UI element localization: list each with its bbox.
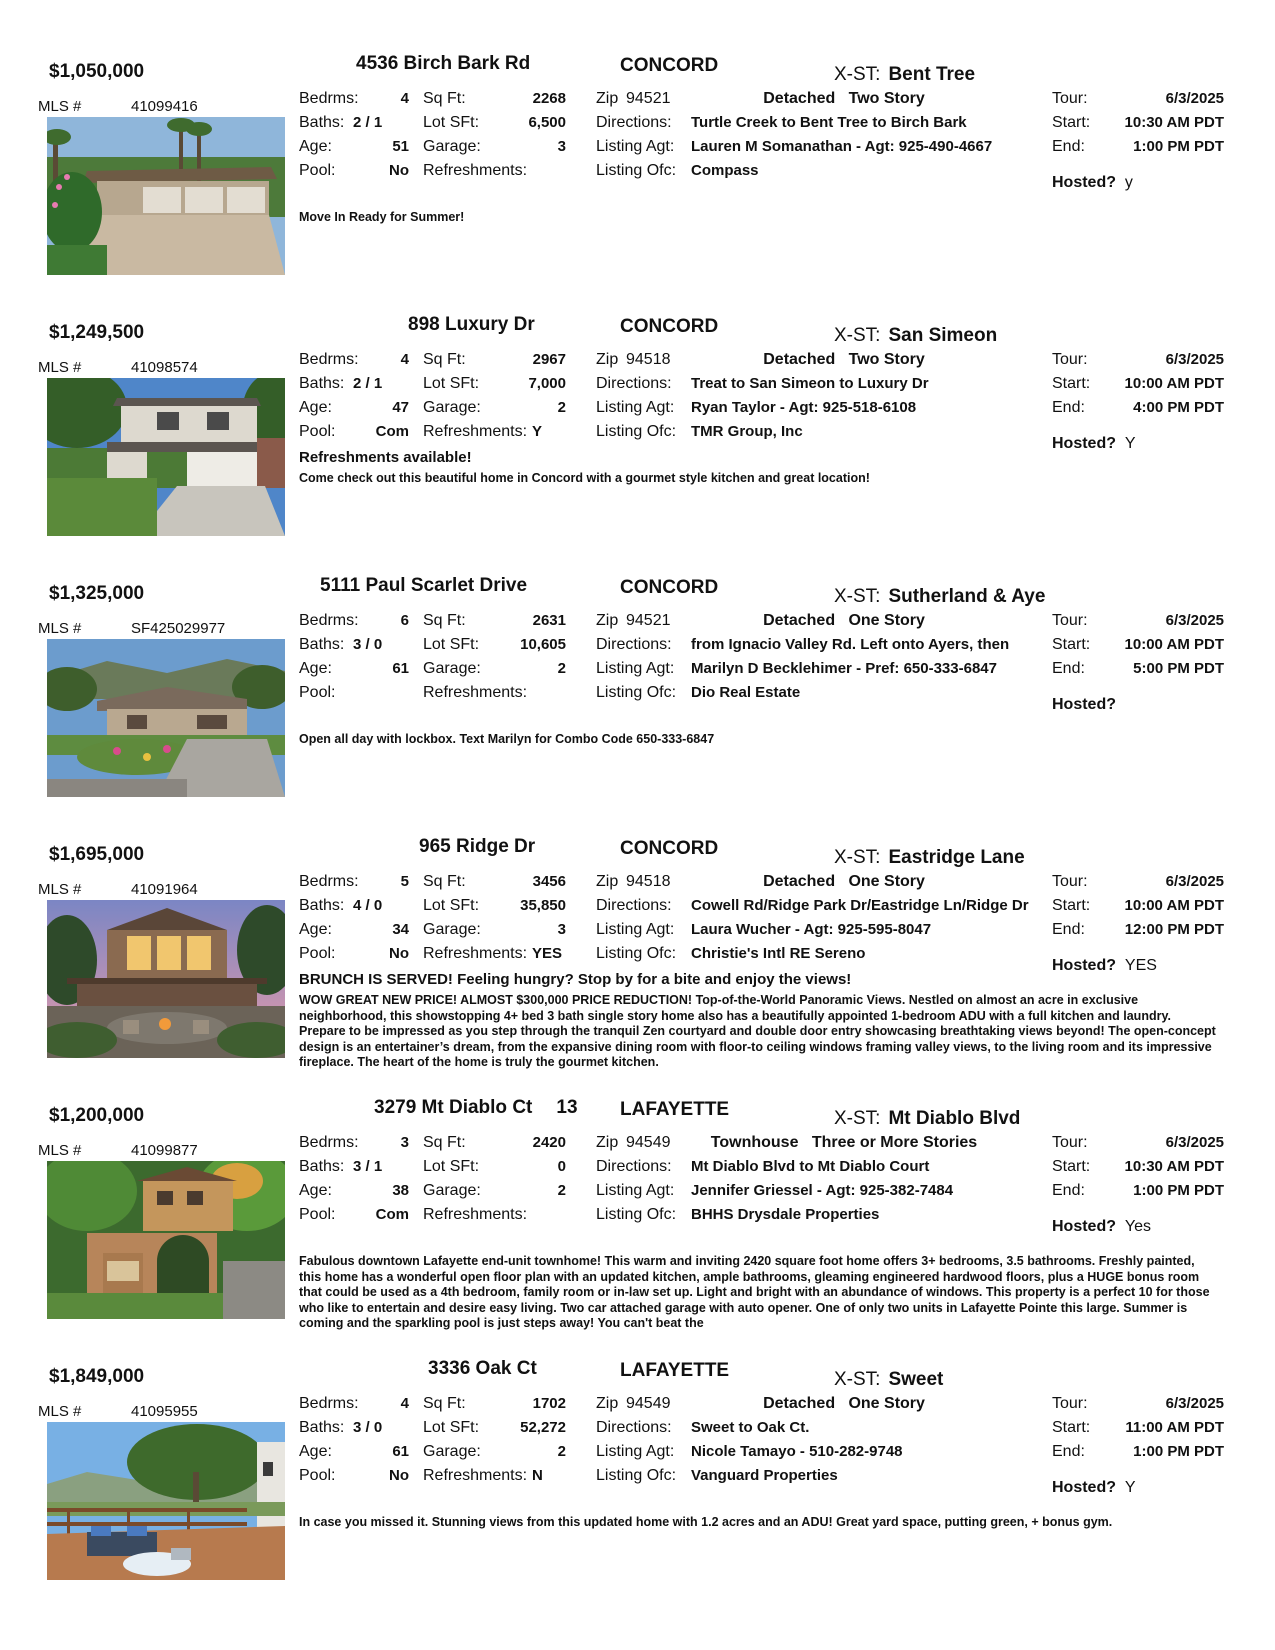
listing-agent-value: Marilyn D Becklehimer - Pref: 650-333-6847: [691, 660, 997, 677]
zip-label: Zip: [596, 1134, 619, 1151]
cross-street: [834, 326, 997, 345]
end-time: 5:00 PM PDT: [1133, 660, 1224, 677]
sqft-label: Sq Ft:: [423, 1134, 466, 1151]
bedrms-value: 5: [400, 873, 409, 890]
listing-agent-label: Listing Agt:: [596, 138, 675, 155]
property-type-value: Detached: [763, 1395, 836, 1412]
listing: [0, 44, 1275, 304]
xst-value: Sweet: [888, 1369, 944, 1390]
listing-address: 4536 Birch Bark Rd: [356, 53, 531, 74]
listing-address: 3336 Oak Ct: [428, 1358, 537, 1379]
refreshments-value: YES: [532, 945, 563, 962]
start-time: 10:30 AM PDT: [1124, 1158, 1224, 1175]
garage-value: 2: [557, 1182, 566, 1199]
start-label: Start:: [1052, 636, 1091, 653]
bedrms-label: Bedrms:: [299, 1134, 359, 1151]
zip-value: 94518: [626, 351, 671, 368]
cross-street: [834, 848, 1025, 867]
listing-description: WOW GREAT NEW PRICE! ALMOST $300,000 PRICE REDUCTION! Top-of-the-World Panoramic Views. Nestled on almost an acre in exclusive neighborhood, this showstopping 4+ bed 3 bath single story home also has a beautifully appointed 1-bedroom ADU with a full kitchen and laundry. Prepare to be impressed as you step through the tranquil Zen courtyard and double door entry showcasing breathtaking views beyond! The open-concept design is an entertainer’s dream, from the expansive dining room with floor-to ceiling windows framing valley views, to the living room and its impressive fireplace. The heart of the home is truly the gourmet kitchen.: [299, 993, 1216, 1070]
listing-office-label: Listing Ofc:: [596, 1467, 677, 1484]
zip-value: 94549: [626, 1134, 671, 1151]
listing-agent-label: Listing Agt:: [596, 660, 675, 677]
listing-city: LAFAYETTE: [620, 1360, 730, 1381]
pool-value: No: [389, 945, 409, 962]
garage-label: Garage:: [423, 138, 481, 155]
directions-label: Directions:: [596, 375, 672, 392]
bedrms-label: Bedrms:: [299, 90, 359, 107]
xst-label: X-ST:: [834, 847, 881, 868]
xst-value: San Simeon: [888, 325, 998, 346]
listing-price: $1,249,500: [49, 322, 145, 343]
zip-label: Zip: [596, 351, 619, 368]
xst-label: X-ST:: [834, 1369, 881, 1390]
hosted-value: y: [1124, 174, 1133, 191]
listing-address: 5111 Paul Scarlet Drive: [320, 575, 528, 596]
listing-city: CONCORD: [620, 316, 719, 337]
directions-value: from Ignacio Valley Rd. Left onto Ayers, then: [691, 636, 1010, 653]
hosted-label: Hosted?: [1052, 174, 1116, 191]
start-time: 10:00 AM PDT: [1124, 375, 1224, 392]
zip-label: Zip: [596, 90, 619, 107]
listing-agent-label: Listing Agt:: [596, 1182, 675, 1199]
refreshments-label: Refreshments:: [423, 945, 528, 962]
property-type-value: Detached: [763, 873, 836, 890]
property-type: [640, 874, 1048, 890]
listing-agent-label: Listing Agt:: [596, 1443, 675, 1460]
tour-date: 6/3/2025: [1165, 351, 1224, 368]
garage-label: Garage:: [423, 660, 481, 677]
tour-date: 6/3/2025: [1165, 873, 1224, 890]
listing-photo: [47, 117, 285, 275]
listing-description: Come check out this beautiful home in Concord with a gourmet style kitchen and great location!: [299, 471, 870, 485]
bedrms-label: Bedrms:: [299, 1395, 359, 1412]
bedrms-value: 4: [400, 90, 409, 107]
listing-agent-value: Laura Wucher - Agt: 925-595-8047: [691, 921, 932, 938]
bedrms-label: Bedrms:: [299, 351, 359, 368]
listing-price: $1,695,000: [49, 844, 145, 865]
listing-office-value: BHHS Drysdale Properties: [691, 1206, 880, 1223]
lotsft-value: 0: [557, 1158, 566, 1175]
bedrms-value: 4: [400, 1395, 409, 1412]
start-label: Start:: [1052, 375, 1091, 392]
hosted-value: Yes: [1124, 1218, 1151, 1235]
stories-value: Three or More Stories: [811, 1134, 978, 1151]
xst-value: Sutherland & Aye: [888, 586, 1046, 607]
lotsft-value: 35,850: [520, 897, 566, 914]
bedrms-label: Bedrms:: [299, 612, 359, 629]
zip-value: 94549: [626, 1395, 671, 1412]
directions-value: Cowell Rd/Ridge Park Dr/Eastridge Ln/Ridge Dr: [691, 897, 1029, 914]
tour-date: 6/3/2025: [1165, 1134, 1224, 1151]
end-label: End:: [1052, 660, 1085, 677]
refreshments-label: Refreshments:: [423, 1206, 528, 1223]
sqft-label: Sq Ft:: [423, 90, 466, 107]
sqft-value: 2268: [532, 90, 566, 107]
pool-label: Pool:: [299, 423, 336, 440]
age-label: Age:: [299, 660, 332, 677]
age-label: Age:: [299, 399, 332, 416]
listing-price: $1,050,000: [49, 61, 145, 82]
sqft-value: 3456: [532, 873, 566, 890]
xst-label: X-ST:: [834, 325, 881, 346]
listing-photo: [47, 639, 285, 797]
sqft-value: 2631: [532, 612, 566, 629]
tour-label: Tour:: [1052, 612, 1088, 629]
listing-agent-label: Listing Agt:: [596, 399, 675, 416]
directions-label: Directions:: [596, 114, 672, 131]
tour-label: Tour:: [1052, 1395, 1088, 1412]
sqft-value: 1702: [532, 1395, 566, 1412]
property-type: [640, 1135, 1048, 1151]
baths-label: Baths:: [299, 114, 345, 131]
zip-label: Zip: [596, 873, 619, 890]
tour-label: Tour:: [1052, 351, 1088, 368]
listing-city: CONCORD: [620, 55, 719, 76]
sqft-value: 2967: [532, 351, 566, 368]
lotsft-label: Lot SFt:: [423, 1158, 480, 1175]
refreshments-value: Y: [532, 423, 543, 440]
baths-value: 3 / 0: [353, 636, 383, 653]
age-value: 61: [392, 1443, 409, 1460]
xst-value: Bent Tree: [888, 64, 976, 85]
pool-value: No: [389, 162, 409, 179]
listing-description: Move In Ready for Summer!: [299, 210, 465, 224]
baths-label: Baths:: [299, 375, 345, 392]
listing-office-value: TMR Group, Inc: [691, 423, 803, 440]
tour-label: Tour:: [1052, 1134, 1088, 1151]
hosted-label: Hosted?: [1052, 1218, 1116, 1235]
listing-office-value: Compass: [691, 162, 759, 179]
baths-label: Baths:: [299, 1158, 345, 1175]
cross-street: [834, 1109, 1020, 1128]
mls-label: MLS #: [38, 881, 82, 898]
lotsft-value: 52,272: [520, 1419, 566, 1436]
garage-value: 3: [557, 921, 566, 938]
age-value: 61: [392, 660, 409, 677]
listing: [0, 1088, 1275, 1348]
age-value: 51: [392, 138, 409, 155]
garage-label: Garage:: [423, 399, 481, 416]
mls-number: 41095955: [131, 1403, 198, 1420]
lotsft-label: Lot SFt:: [423, 375, 480, 392]
hosted-label: Hosted?: [1052, 696, 1116, 713]
end-time: 12:00 PM PDT: [1124, 921, 1224, 938]
listing-address: 898 Luxury Dr: [408, 314, 535, 335]
mls-number: 41091964: [131, 881, 198, 898]
stories-value: One Story: [848, 1395, 925, 1412]
bedrms-value: 3: [400, 1134, 409, 1151]
pool-label: Pool:: [299, 1467, 336, 1484]
lotsft-value: 7,000: [528, 375, 566, 392]
hosted: [1052, 697, 1125, 713]
garage-value: 3: [557, 138, 566, 155]
listing-description: Fabulous downtown Lafayette end-unit townhome! This warm and inviting 2420 square foot home offers 3+ bedrooms, 3.5 bathrooms. Freshly painted, this home has a wonderful open floor plan with an updated kitchen, ample bathrooms, gleaming engineered hardwood floors, plus a HUGE bonus room that could be used as a 4th bedroom, family room or in-law set up. Light and bright with an abundance of windows. This property is a perfect 10 for those who like to entertain and desire easy living. Two car attached garage with auto opener. One of only two units in Lafayette Pointe this large. Summer is coming and the sparkling pool is just steps away! You can't beat the: [299, 1254, 1210, 1331]
stories-value: One Story: [848, 612, 925, 629]
lotsft-label: Lot SFt:: [423, 1419, 480, 1436]
baths-value: 3 / 1: [353, 1158, 383, 1175]
hosted: [1052, 436, 1136, 452]
sqft-label: Sq Ft:: [423, 612, 466, 629]
listing-agent-value: Lauren M Somanathan - Agt: 925-490-4667: [691, 138, 993, 155]
start-time: 10:30 AM PDT: [1124, 114, 1224, 131]
pool-label: Pool:: [299, 945, 336, 962]
directions-label: Directions:: [596, 1419, 672, 1436]
garage-value: 2: [557, 1443, 566, 1460]
age-value: 47: [392, 399, 409, 416]
age-label: Age:: [299, 921, 332, 938]
sqft-value: 2420: [532, 1134, 566, 1151]
listing-price: $1,325,000: [49, 583, 145, 604]
refreshments-note: BRUNCH IS SERVED! Feeling hungry? Stop by for a bite and enjoy the views!: [299, 971, 852, 988]
end-time: 1:00 PM PDT: [1133, 1443, 1224, 1460]
listing: [0, 1349, 1275, 1609]
tour-label: Tour:: [1052, 873, 1088, 890]
address-street: 3279 Mt Diablo Ct: [374, 1097, 533, 1118]
start-label: Start:: [1052, 1158, 1091, 1175]
age-label: Age:: [299, 1443, 332, 1460]
zip-value: 94518: [626, 873, 671, 890]
sqft-label: Sq Ft:: [423, 351, 466, 368]
lotsft-value: 10,605: [520, 636, 566, 653]
listing-price: $1,200,000: [49, 1105, 145, 1126]
start-label: Start:: [1052, 897, 1091, 914]
hosted: [1052, 175, 1133, 191]
tour-date: 6/3/2025: [1165, 1395, 1224, 1412]
baths-value: 2 / 1: [353, 375, 383, 392]
refreshments-note: Refreshments available!: [299, 449, 472, 466]
listing-photo: [47, 1422, 285, 1580]
pool-value: Com: [375, 423, 409, 440]
stories-value: Two Story: [848, 90, 925, 107]
hosted-value: YES: [1124, 957, 1157, 974]
age-label: Age:: [299, 138, 332, 155]
refreshments-label: Refreshments:: [423, 162, 528, 179]
property-type-value: Townhouse: [710, 1134, 799, 1151]
mls-number: 41099416: [131, 98, 198, 115]
listing-photo: [47, 1161, 285, 1319]
end-label: End:: [1052, 921, 1085, 938]
pool-label: Pool:: [299, 1206, 336, 1223]
bedrms-value: 6: [400, 612, 409, 629]
hosted-label: Hosted?: [1052, 957, 1116, 974]
listing-photo: [47, 378, 285, 536]
listing-office-label: Listing Ofc:: [596, 945, 677, 962]
zip-label: Zip: [596, 612, 619, 629]
hosted-value: Y: [1124, 1479, 1136, 1496]
tour-date: 6/3/2025: [1165, 612, 1224, 629]
baths-label: Baths:: [299, 636, 345, 653]
end-label: End:: [1052, 1443, 1085, 1460]
pool-label: Pool:: [299, 684, 336, 701]
end-label: End:: [1052, 399, 1085, 416]
lotsft-label: Lot SFt:: [423, 897, 480, 914]
listing-address: [374, 1098, 578, 1117]
pool-value: No: [389, 1467, 409, 1484]
hosted-value: Y: [1124, 435, 1136, 452]
end-time: 4:00 PM PDT: [1133, 399, 1224, 416]
baths-value: 3 / 0: [353, 1419, 383, 1436]
start-time: 11:00 AM PDT: [1125, 1419, 1224, 1436]
sqft-label: Sq Ft:: [423, 1395, 466, 1412]
xst-label: X-ST:: [834, 586, 881, 607]
mls-number: 41098574: [131, 359, 198, 376]
listing-city: CONCORD: [620, 577, 719, 598]
listing-city: LAFAYETTE: [620, 1099, 730, 1120]
directions-label: Directions:: [596, 897, 672, 914]
directions-value: Treat to San Simeon to Luxury Dr: [691, 375, 929, 392]
hosted-label: Hosted?: [1052, 1479, 1116, 1496]
lotsft-label: Lot SFt:: [423, 636, 480, 653]
property-type-value: Detached: [763, 90, 836, 107]
mls-label: MLS #: [38, 359, 82, 376]
start-label: Start:: [1052, 114, 1091, 131]
property-type: [640, 91, 1048, 107]
cross-street: [834, 1370, 943, 1389]
property-type: [640, 613, 1048, 629]
pool-label: Pool:: [299, 162, 336, 179]
listing-office-value: Vanguard Properties: [691, 1467, 838, 1484]
tour-label: Tour:: [1052, 90, 1088, 107]
sqft-label: Sq Ft:: [423, 873, 466, 890]
baths-label: Baths:: [299, 1419, 345, 1436]
start-time: 10:00 AM PDT: [1124, 897, 1224, 914]
stories-value: One Story: [848, 873, 925, 890]
listing-office-label: Listing Ofc:: [596, 423, 677, 440]
refreshments-label: Refreshments:: [423, 684, 528, 701]
age-value: 38: [392, 1182, 409, 1199]
listing-office-value: Dio Real Estate: [691, 684, 801, 701]
cross-street: [834, 587, 1045, 606]
listing-photo: [47, 900, 285, 1058]
listing-office-label: Listing Ofc:: [596, 162, 677, 179]
bedrms-value: 4: [400, 351, 409, 368]
start-label: Start:: [1052, 1419, 1091, 1436]
baths-value: 4 / 0: [353, 897, 383, 914]
bedrms-label: Bedrms:: [299, 873, 359, 890]
directions-value: Mt Diablo Blvd to Mt Diablo Court: [691, 1158, 930, 1175]
xst-label: X-ST:: [834, 64, 881, 85]
baths-value: 2 / 1: [353, 114, 383, 131]
hosted: [1052, 1219, 1151, 1235]
xst-value: Mt Diablo Blvd: [888, 1108, 1021, 1129]
zip-value: 94521: [626, 612, 671, 629]
hosted: [1052, 1480, 1136, 1496]
listing-price: $1,849,000: [49, 1366, 145, 1387]
mls-label: MLS #: [38, 1142, 82, 1159]
directions-value: Turtle Creek to Bent Tree to Birch Bark: [691, 114, 967, 131]
zip-value: 94521: [626, 90, 671, 107]
garage-label: Garage:: [423, 921, 481, 938]
mls-label: MLS #: [38, 620, 82, 637]
pool-value: Com: [375, 1206, 409, 1223]
start-time: 10:00 AM PDT: [1124, 636, 1224, 653]
zip-label: Zip: [596, 1395, 619, 1412]
mls-label: MLS #: [38, 98, 82, 115]
end-time: 1:00 PM PDT: [1133, 1182, 1224, 1199]
listing-address: 965 Ridge Dr: [419, 836, 536, 857]
hosted: [1052, 958, 1157, 974]
garage-value: 2: [557, 399, 566, 416]
property-type-value: Detached: [763, 351, 836, 368]
xst-label: X-ST:: [834, 1108, 881, 1129]
garage-label: Garage:: [423, 1182, 481, 1199]
mls-label: MLS #: [38, 1403, 82, 1420]
refreshments-label: Refreshments:: [423, 423, 528, 440]
mls-number: 41099877: [131, 1142, 198, 1159]
listing-description: In case you missed it. Stunning views from this updated home with 1.2 acres and an ADU! Great yard space, putting green, + bonus gym.: [299, 1515, 1113, 1529]
listing: [0, 827, 1275, 1087]
age-label: Age:: [299, 1182, 332, 1199]
tour-date: 6/3/2025: [1165, 90, 1224, 107]
listing-office-label: Listing Ofc:: [596, 684, 677, 701]
listing-city: CONCORD: [620, 838, 719, 859]
listing-agent-label: Listing Agt:: [596, 921, 675, 938]
age-value: 34: [392, 921, 409, 938]
directions-value: Sweet to Oak Ct.: [691, 1419, 810, 1436]
directions-label: Directions:: [596, 1158, 672, 1175]
cross-street: [834, 65, 975, 84]
listing: [0, 566, 1275, 826]
xst-value: Eastridge Lane: [888, 847, 1025, 868]
garage-label: Garage:: [423, 1443, 481, 1460]
property-type-value: Detached: [763, 612, 836, 629]
listing-agent-value: Ryan Taylor - Agt: 925-518-6108: [691, 399, 917, 416]
property-type: [640, 352, 1048, 368]
mls-number: SF425029977: [131, 620, 226, 637]
hosted-label: Hosted?: [1052, 435, 1116, 452]
directions-label: Directions:: [596, 636, 672, 653]
listing-office-label: Listing Ofc:: [596, 1206, 677, 1223]
end-label: End:: [1052, 138, 1085, 155]
garage-value: 2: [557, 660, 566, 677]
listing-description: Open all day with lockbox. Text Marilyn for Combo Code 650-333-6847: [299, 732, 715, 746]
end-time: 1:00 PM PDT: [1133, 138, 1224, 155]
listing-agent-value: Jennifer Griessel - Agt: 925-382-7484: [691, 1182, 954, 1199]
end-label: End:: [1052, 1182, 1085, 1199]
listing-office-value: Christie's Intl RE Sereno: [691, 945, 866, 962]
refreshments-label: Refreshments:: [423, 1467, 528, 1484]
listing: [0, 305, 1275, 565]
baths-label: Baths:: [299, 897, 345, 914]
refreshments-value: N: [532, 1467, 543, 1484]
listing-agent-value: Nicole Tamayo - 510-282-9748: [691, 1443, 903, 1460]
lotsft-label: Lot SFt:: [423, 114, 480, 131]
property-type: [640, 1396, 1048, 1412]
stories-value: Two Story: [848, 351, 925, 368]
address-unit: 13: [556, 1097, 578, 1118]
lotsft-value: 6,500: [528, 114, 566, 131]
